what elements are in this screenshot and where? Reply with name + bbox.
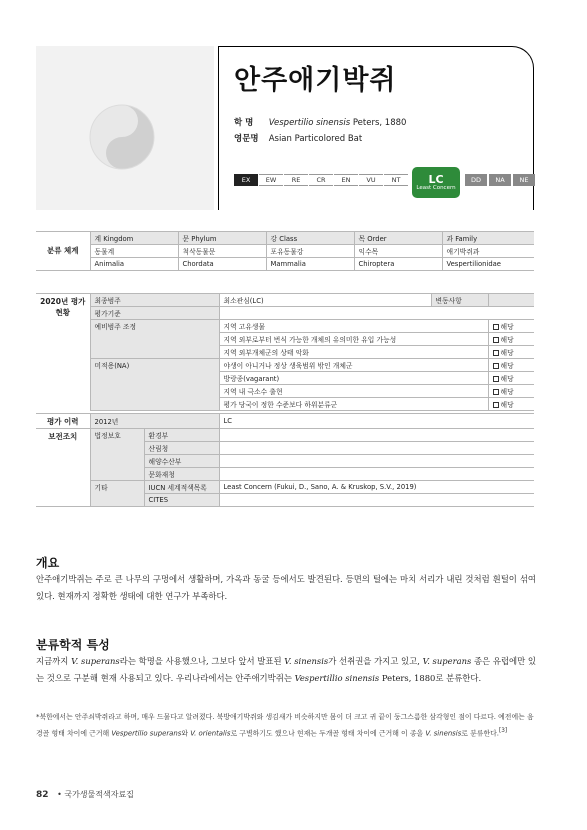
- na-item-3: 지역 내 극소수 출현: [219, 385, 488, 398]
- italic-run: V. sinensis: [425, 728, 462, 737]
- status-na: NA: [489, 174, 511, 186]
- na-check-3[interactable]: [488, 385, 534, 398]
- footer-bullet: •: [57, 790, 62, 799]
- english-name: Asian Particolored Bat: [268, 134, 363, 144]
- legal-item-1: 환경부: [144, 429, 219, 442]
- iucn-label: IUCN 세계적색목록: [144, 481, 219, 494]
- eval-group-label: 2020년 평가현황: [36, 294, 90, 414]
- english-label: 영문명: [234, 134, 259, 144]
- history-year: 2012년: [90, 414, 219, 429]
- italic-run: V. sinensis: [284, 656, 329, 666]
- checkbox-icon: [493, 402, 499, 408]
- overview-heading: 개요: [36, 556, 60, 570]
- italic-run: V. orientalis: [190, 728, 231, 737]
- legal-value-1: [219, 429, 534, 442]
- tax-kr-kingdom: 동물계: [90, 245, 178, 258]
- status-nt: NT: [384, 174, 408, 186]
- taegeuk-emblem-icon: [89, 104, 155, 170]
- checkbox-icon: [493, 376, 499, 382]
- legal-item-3: 해양수산부: [144, 455, 219, 468]
- citation-ref: [3]: [498, 727, 508, 734]
- prelim-item-2: 지역 외부로부터 번식 가능한 개체의 유의미한 유입 가능성: [219, 333, 488, 346]
- na-item-4: 평가 당국이 정한 수준보다 하위분류군: [219, 398, 488, 411]
- page-footer: [36, 789, 134, 800]
- other-label: 기타: [90, 481, 144, 507]
- na-item-2: 방랑종(vagarant): [219, 372, 488, 385]
- cites-label: CITES: [144, 494, 219, 507]
- na-check-1[interactable]: [488, 359, 534, 372]
- legal-value-2: [219, 442, 534, 455]
- prelim-check-2[interactable]: [488, 333, 534, 346]
- status-ew: EW: [259, 174, 283, 186]
- tax-header-kingdom: 계 Kingdom: [90, 232, 178, 245]
- italic-run: Vespertilio superans: [111, 728, 182, 737]
- text-run: 가 선취권을 가지고 있고,: [328, 656, 423, 666]
- overview-text: 안주애기박쥐는 주로 큰 나무의 구멍에서 생활하며, 가옥과 동굴 등에서도 발견된다. 등면의 털에는 마치 서리가 내린 것처럼 흰털이 섞여 있다. 현재까지 정확한 생태에 대한 연구가 부족하다.: [36, 574, 536, 601]
- prelim-label: 예비범주 조정: [90, 320, 219, 359]
- checkbox-icon: [493, 337, 499, 343]
- text-run: 지금까지: [36, 656, 72, 666]
- prelim-check-1[interactable]: [488, 320, 534, 333]
- footnote: [36, 711, 536, 740]
- tax-latin-kingdom: Animalia: [90, 258, 178, 271]
- na-item-1: 야생이 아니거나 정상 생육범위 밖인 개체군: [219, 359, 488, 372]
- text-run: 와: [181, 728, 191, 737]
- check-label: 해당: [500, 336, 514, 344]
- check-label: 해당: [500, 349, 514, 357]
- taxonomy-label: 분류 체계: [36, 232, 90, 271]
- legal-item-4: 문화재청: [144, 468, 219, 481]
- tax-header-class: 강 Class: [266, 232, 354, 245]
- tax-latin-class: Mammalia: [266, 258, 354, 271]
- conservation-label: 보전조치: [36, 429, 90, 507]
- status-current-badge: [412, 167, 460, 198]
- species-header: [36, 46, 534, 210]
- prelim-item-1: 지역 고유생물: [219, 320, 488, 333]
- english-name-row: [234, 132, 362, 144]
- tax-latin-order: Chiroptera: [354, 258, 442, 271]
- taxonomy-section-text: [36, 653, 536, 687]
- prelim-check-3[interactable]: [488, 346, 534, 359]
- final-category-label: 최종범주: [90, 294, 219, 307]
- emblem-panel: [36, 46, 214, 210]
- redlist-status-bar: [234, 172, 537, 191]
- tax-header-phylum: 문 Phylum: [178, 232, 266, 245]
- na-check-2[interactable]: [488, 372, 534, 385]
- checkbox-icon: [493, 350, 499, 356]
- tax-kr-order: 익수목: [354, 245, 442, 258]
- tax-latin-phylum: Chordata: [178, 258, 266, 271]
- check-label: 해당: [500, 323, 514, 331]
- scientific-author: Peters, 1880: [352, 118, 407, 128]
- change-label: 변동사항: [431, 294, 488, 307]
- legal-value-4: [219, 468, 534, 481]
- italic-run: V. superans: [422, 656, 472, 666]
- scientific-name-row: [234, 116, 406, 128]
- iucn-value: Least Concern (Fukui, D., Sano, A. & Kruskop, S.V., 2019): [219, 481, 534, 494]
- text-run: 로 구별하기도 했으나 현재는 두개골 형태 차이에 근거해 이 종을: [230, 728, 426, 737]
- text-run: 로 분류한다.: [461, 728, 499, 737]
- text-run: Peters, 1880로 분류한다.: [379, 673, 482, 683]
- status-ex: EX: [234, 174, 258, 186]
- checkbox-icon: [493, 363, 499, 369]
- check-label: 해당: [500, 401, 514, 409]
- checkbox-icon: [493, 324, 499, 330]
- status-en: EN: [334, 174, 358, 186]
- status-ne: NE: [513, 174, 535, 186]
- scientific-name: Vespertilio sinensis: [268, 118, 351, 128]
- tax-kr-family: 애기박쥐과: [442, 245, 534, 258]
- page-number: 82: [36, 790, 49, 800]
- na-label: 미적용(NA): [90, 359, 219, 411]
- taxonomy-section-heading: 분류학적 특성: [36, 638, 110, 652]
- tax-kr-class: 포유동물강: [266, 245, 354, 258]
- legal-value-3: [219, 455, 534, 468]
- book-title: 국가생물적색자료집: [64, 790, 134, 799]
- na-check-4[interactable]: [488, 398, 534, 411]
- text-run: 라는 학명을 사용했으나, 그보다 앞서 발표된: [119, 656, 285, 666]
- tax-header-order: 목 Order: [354, 232, 442, 245]
- status-vu: VU: [359, 174, 383, 186]
- tax-header-family: 과 Family: [442, 232, 534, 245]
- change-value: [488, 294, 534, 307]
- status-current-desc: Least Concern: [416, 184, 456, 191]
- history-label: 평가 이력: [36, 414, 90, 429]
- prelim-item-3: 지역 외부개체군의 상태 악화: [219, 346, 488, 359]
- text-run: *북한에서는 안주쇠박쥐라고 하며, 매우 드물다고 알려졌다. 북방애기박쥐와 생김새가 비슷하지만 몸이 더 크고 귀 끝이 둥그스름한 삼각형인 점이 다르다. 예전에는 음경골 형태 차이에 근거해: [36, 713, 534, 737]
- scientific-label: 학 명: [234, 118, 254, 128]
- final-category-value: 최소관심(LC): [219, 294, 431, 307]
- check-label: 해당: [500, 362, 514, 370]
- tax-latin-family: Vespertilionidae: [442, 258, 534, 271]
- criteria-value: [219, 307, 534, 320]
- legal-item-2: 산림청: [144, 442, 219, 455]
- taxonomy-table: [36, 231, 534, 271]
- italic-run: V. superans: [71, 656, 120, 666]
- check-label: 해당: [500, 388, 514, 396]
- tax-kr-phylum: 척삭동물문: [178, 245, 266, 258]
- history-value: LC: [219, 414, 534, 429]
- italic-run: Vespertillio sinensis: [294, 673, 380, 683]
- status-dd: DD: [465, 174, 487, 186]
- status-re: RE: [284, 174, 308, 186]
- checkbox-icon: [493, 389, 499, 395]
- cites-value: [219, 494, 534, 507]
- status-cr: CR: [309, 174, 333, 186]
- evaluation-table: [36, 293, 534, 507]
- criteria-label: 평가기준: [90, 307, 219, 320]
- species-title: 안주애기박쥐: [234, 65, 397, 96]
- status-current-code: LC: [428, 172, 444, 186]
- legal-label: 법정보호: [90, 429, 144, 481]
- check-label: 해당: [500, 375, 514, 383]
- text-run: 종은 유럽에만 있는 것으로 구분해 현재 사용되고 있다. 우리나라에서는 안주애기박쥐는: [36, 656, 537, 683]
